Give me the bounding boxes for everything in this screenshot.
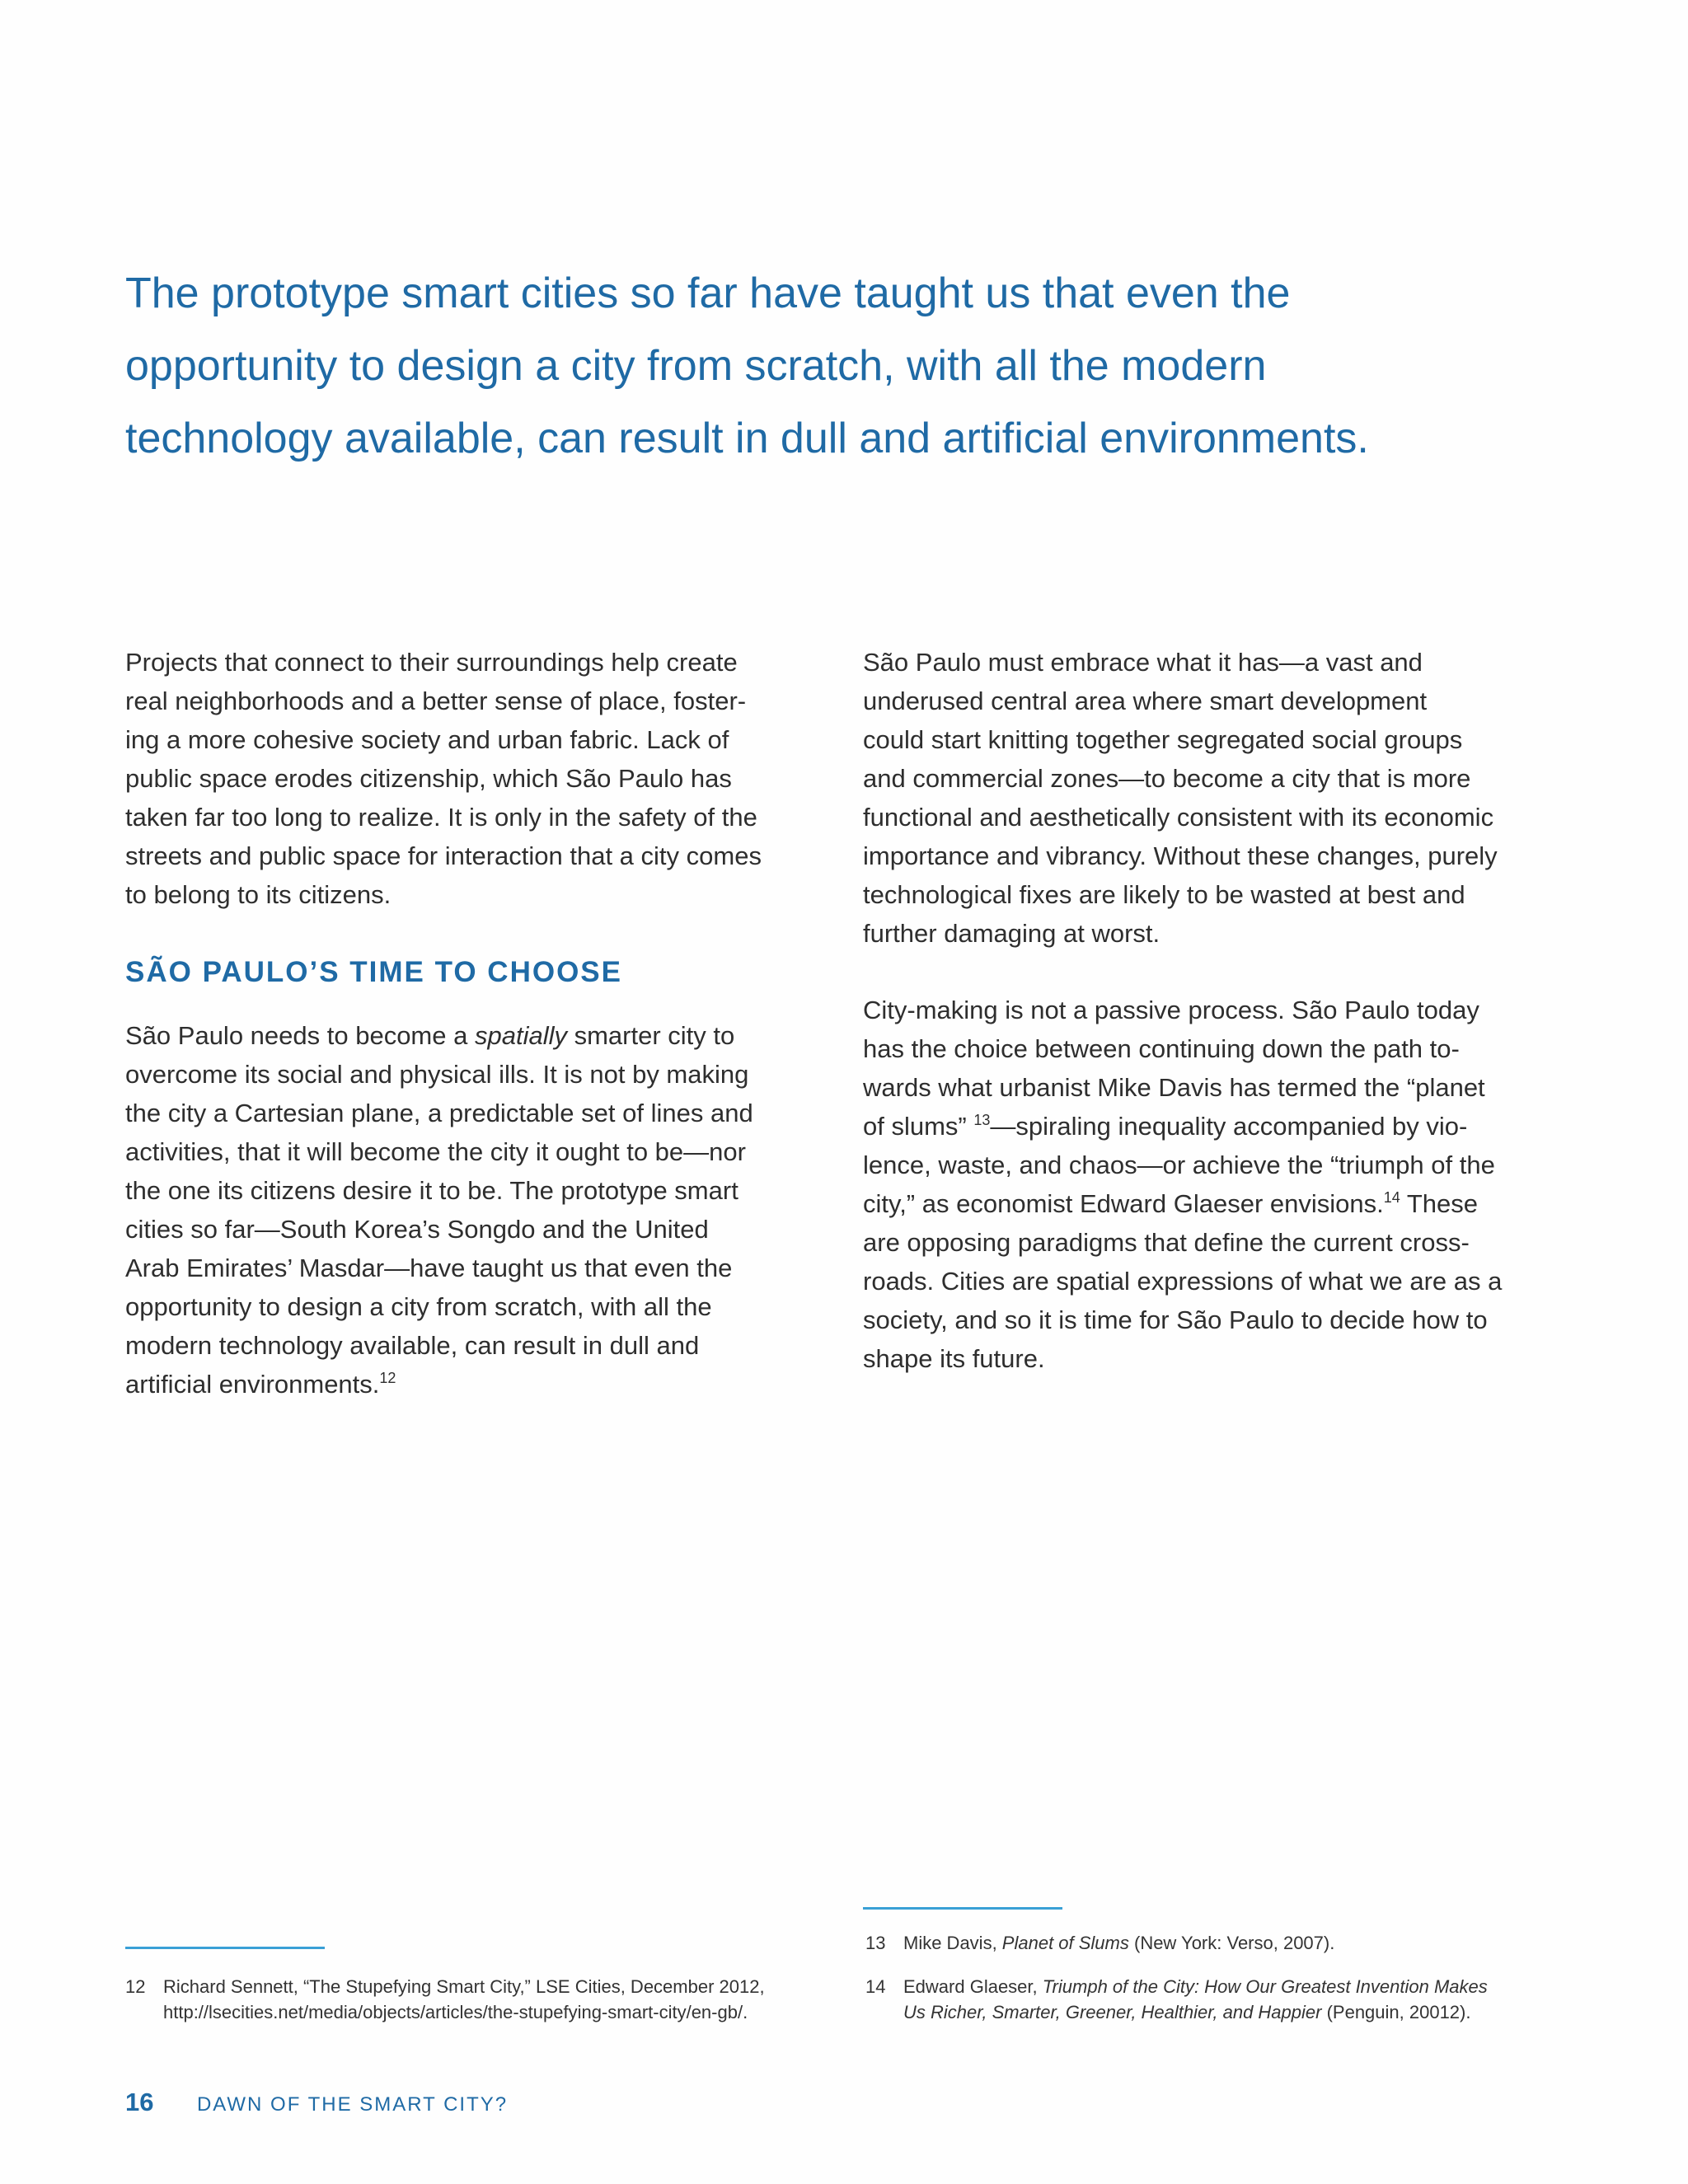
- footnote-ref-12[interactable]: 12: [379, 1370, 396, 1386]
- text-line: [125, 1365, 834, 1404]
- body-paragraph: [863, 991, 1572, 1378]
- book-title: Triumph of the City: How Our Greatest Invention Makes: [1042, 1976, 1488, 1997]
- text-line: has the choice between continuing down the path to-: [863, 1034, 1460, 1063]
- section-heading: SÃO PAULO’S TIME TO CHOOSE: [125, 956, 622, 988]
- text-line: could start knitting together segregated social groups: [863, 725, 1463, 754]
- footnote-text: [903, 1930, 1334, 1956]
- footnote-rule-left: [125, 1947, 325, 1949]
- text-line: wards what urbanist Mike Davis has termed the “planet: [863, 1073, 1485, 1102]
- footnote-line: Richard Sennett, “The Stupefying Smart City,” LSE Cities, December 2012,: [163, 1976, 765, 1997]
- right-column: [863, 643, 1572, 1416]
- text-fragment: smarter city to: [566, 1021, 735, 1050]
- footnote-line: [903, 1930, 1334, 1956]
- text-line: activities, that it will become the city it ought to be—nor: [125, 1137, 746, 1166]
- text-line: [125, 1016, 834, 1055]
- text-line: and commercial zones—to become a city that is more: [863, 764, 1471, 793]
- book-title: Us Richer, Smarter, Greener, Healthier, and Happier: [903, 2002, 1322, 2022]
- footnote-line: [903, 1999, 1488, 2025]
- text-line: public space erodes citizenship, which São Paulo has: [125, 764, 732, 793]
- page-number: 16: [125, 2088, 154, 2116]
- body-paragraph: [125, 643, 834, 914]
- pull-quote: [125, 257, 1609, 475]
- left-column: [125, 643, 834, 1441]
- text-line: to belong to its citizens.: [125, 880, 392, 909]
- text-line: importance and vibrancy. Without these changes, purely: [863, 841, 1498, 870]
- text-line: underused central area where smart development: [863, 687, 1428, 715]
- footnote-number: 14: [865, 1976, 886, 1997]
- footnote-number: 13: [865, 1933, 886, 1953]
- pull-quote-line: technology available, can result in dull and artificial environments.: [125, 415, 1369, 462]
- text-fragment: —spiraling inequality accompanied by vio-: [990, 1112, 1468, 1141]
- text-line: shape its future.: [863, 1344, 1045, 1373]
- text-line: taken far too long to realize. It is only in the safety of the: [125, 803, 757, 832]
- text-fragment: Mike Davis,: [903, 1933, 1002, 1953]
- text-line: are opposing paradigms that define the current cross-: [863, 1228, 1470, 1257]
- body-paragraph: [863, 643, 1572, 953]
- text-line: São Paulo must embrace what it has—a vast and: [863, 648, 1423, 677]
- footnote-number: 12: [125, 1976, 146, 1997]
- text-line: functional and aesthetically consistent with its economic: [863, 803, 1494, 832]
- text-fragment: Edward Glaeser,: [903, 1976, 1043, 1997]
- emphasis-text: spatially: [474, 1021, 567, 1050]
- text-line: overcome its social and physical ills. It is not by making: [125, 1060, 749, 1089]
- text-line: the city a Cartesian plane, a predictable set of lines and: [125, 1099, 753, 1127]
- page-footer: [125, 2088, 508, 2117]
- text-line: real neighborhoods and a better sense of place, foster-: [125, 687, 747, 715]
- footnote-text: [163, 1974, 765, 2025]
- footnote-rule-right: [863, 1907, 1062, 1910]
- text-line: streets and public space for interaction that a city comes: [125, 841, 762, 870]
- text-line: opportunity to design a city from scratch, with all the: [125, 1292, 712, 1321]
- text-line: society, and so it is time for São Paulo to decide how to: [863, 1305, 1488, 1334]
- footnote-url[interactable]: http://lsecities.net/media/objects/articles/the-stupefying-smart-city/en-gb/.: [163, 2002, 748, 2022]
- book-title: Planet of Slums: [1001, 1933, 1129, 1953]
- text-fragment: These: [1400, 1189, 1478, 1218]
- text-line: lence, waste, and chaos—or achieve the “triumph of the: [863, 1151, 1495, 1179]
- text-fragment: São Paulo needs to become a: [125, 1021, 475, 1050]
- text-line: ing a more cohesive society and urban fabric. Lack of: [125, 725, 729, 754]
- pull-quote-line: The prototype smart cities so far have taught us that even the: [125, 269, 1291, 317]
- text-line: modern technology available, can result in dull and: [125, 1331, 700, 1360]
- text-fragment: artificial environments.: [125, 1370, 380, 1399]
- text-line: Projects that connect to their surroundings help create: [125, 648, 738, 677]
- text-line: [863, 1107, 1572, 1146]
- running-title: DAWN OF THE SMART CITY?: [196, 2093, 509, 2116]
- footnote-line: [903, 1974, 1488, 1999]
- text-line: [863, 1184, 1572, 1223]
- body-paragraph: [125, 1016, 834, 1404]
- text-fragment: of slums”: [863, 1112, 974, 1141]
- text-line: the one its citizens desire it to be. The prototype smart: [125, 1176, 738, 1205]
- text-line: cities so far—South Korea’s Songdo and the United: [125, 1215, 709, 1244]
- footnote-ref-13[interactable]: 13: [973, 1112, 991, 1128]
- text-line: further damaging at worst.: [863, 919, 1160, 948]
- text-line: technological fixes are likely to be wasted at best and: [863, 880, 1465, 909]
- text-line: City-making is not a passive process. São Paulo today: [863, 996, 1479, 1024]
- text-fragment: (Penguin, 20012).: [1321, 2002, 1471, 2022]
- pull-quote-line: opportunity to design a city from scratch, with all the modern: [125, 342, 1267, 390]
- footnote-text: [903, 1974, 1488, 2025]
- text-fragment: city,” as economist Edward Glaeser envisions.: [863, 1189, 1384, 1218]
- text-line: roads. Cities are spatial expressions of what we are as a: [863, 1267, 1503, 1296]
- text-fragment: (New York: Verso, 2007).: [1128, 1933, 1335, 1953]
- footnote-ref-14[interactable]: 14: [1383, 1189, 1400, 1206]
- text-line: Arab Emirates’ Masdar—have taught us that even the: [125, 1254, 733, 1282]
